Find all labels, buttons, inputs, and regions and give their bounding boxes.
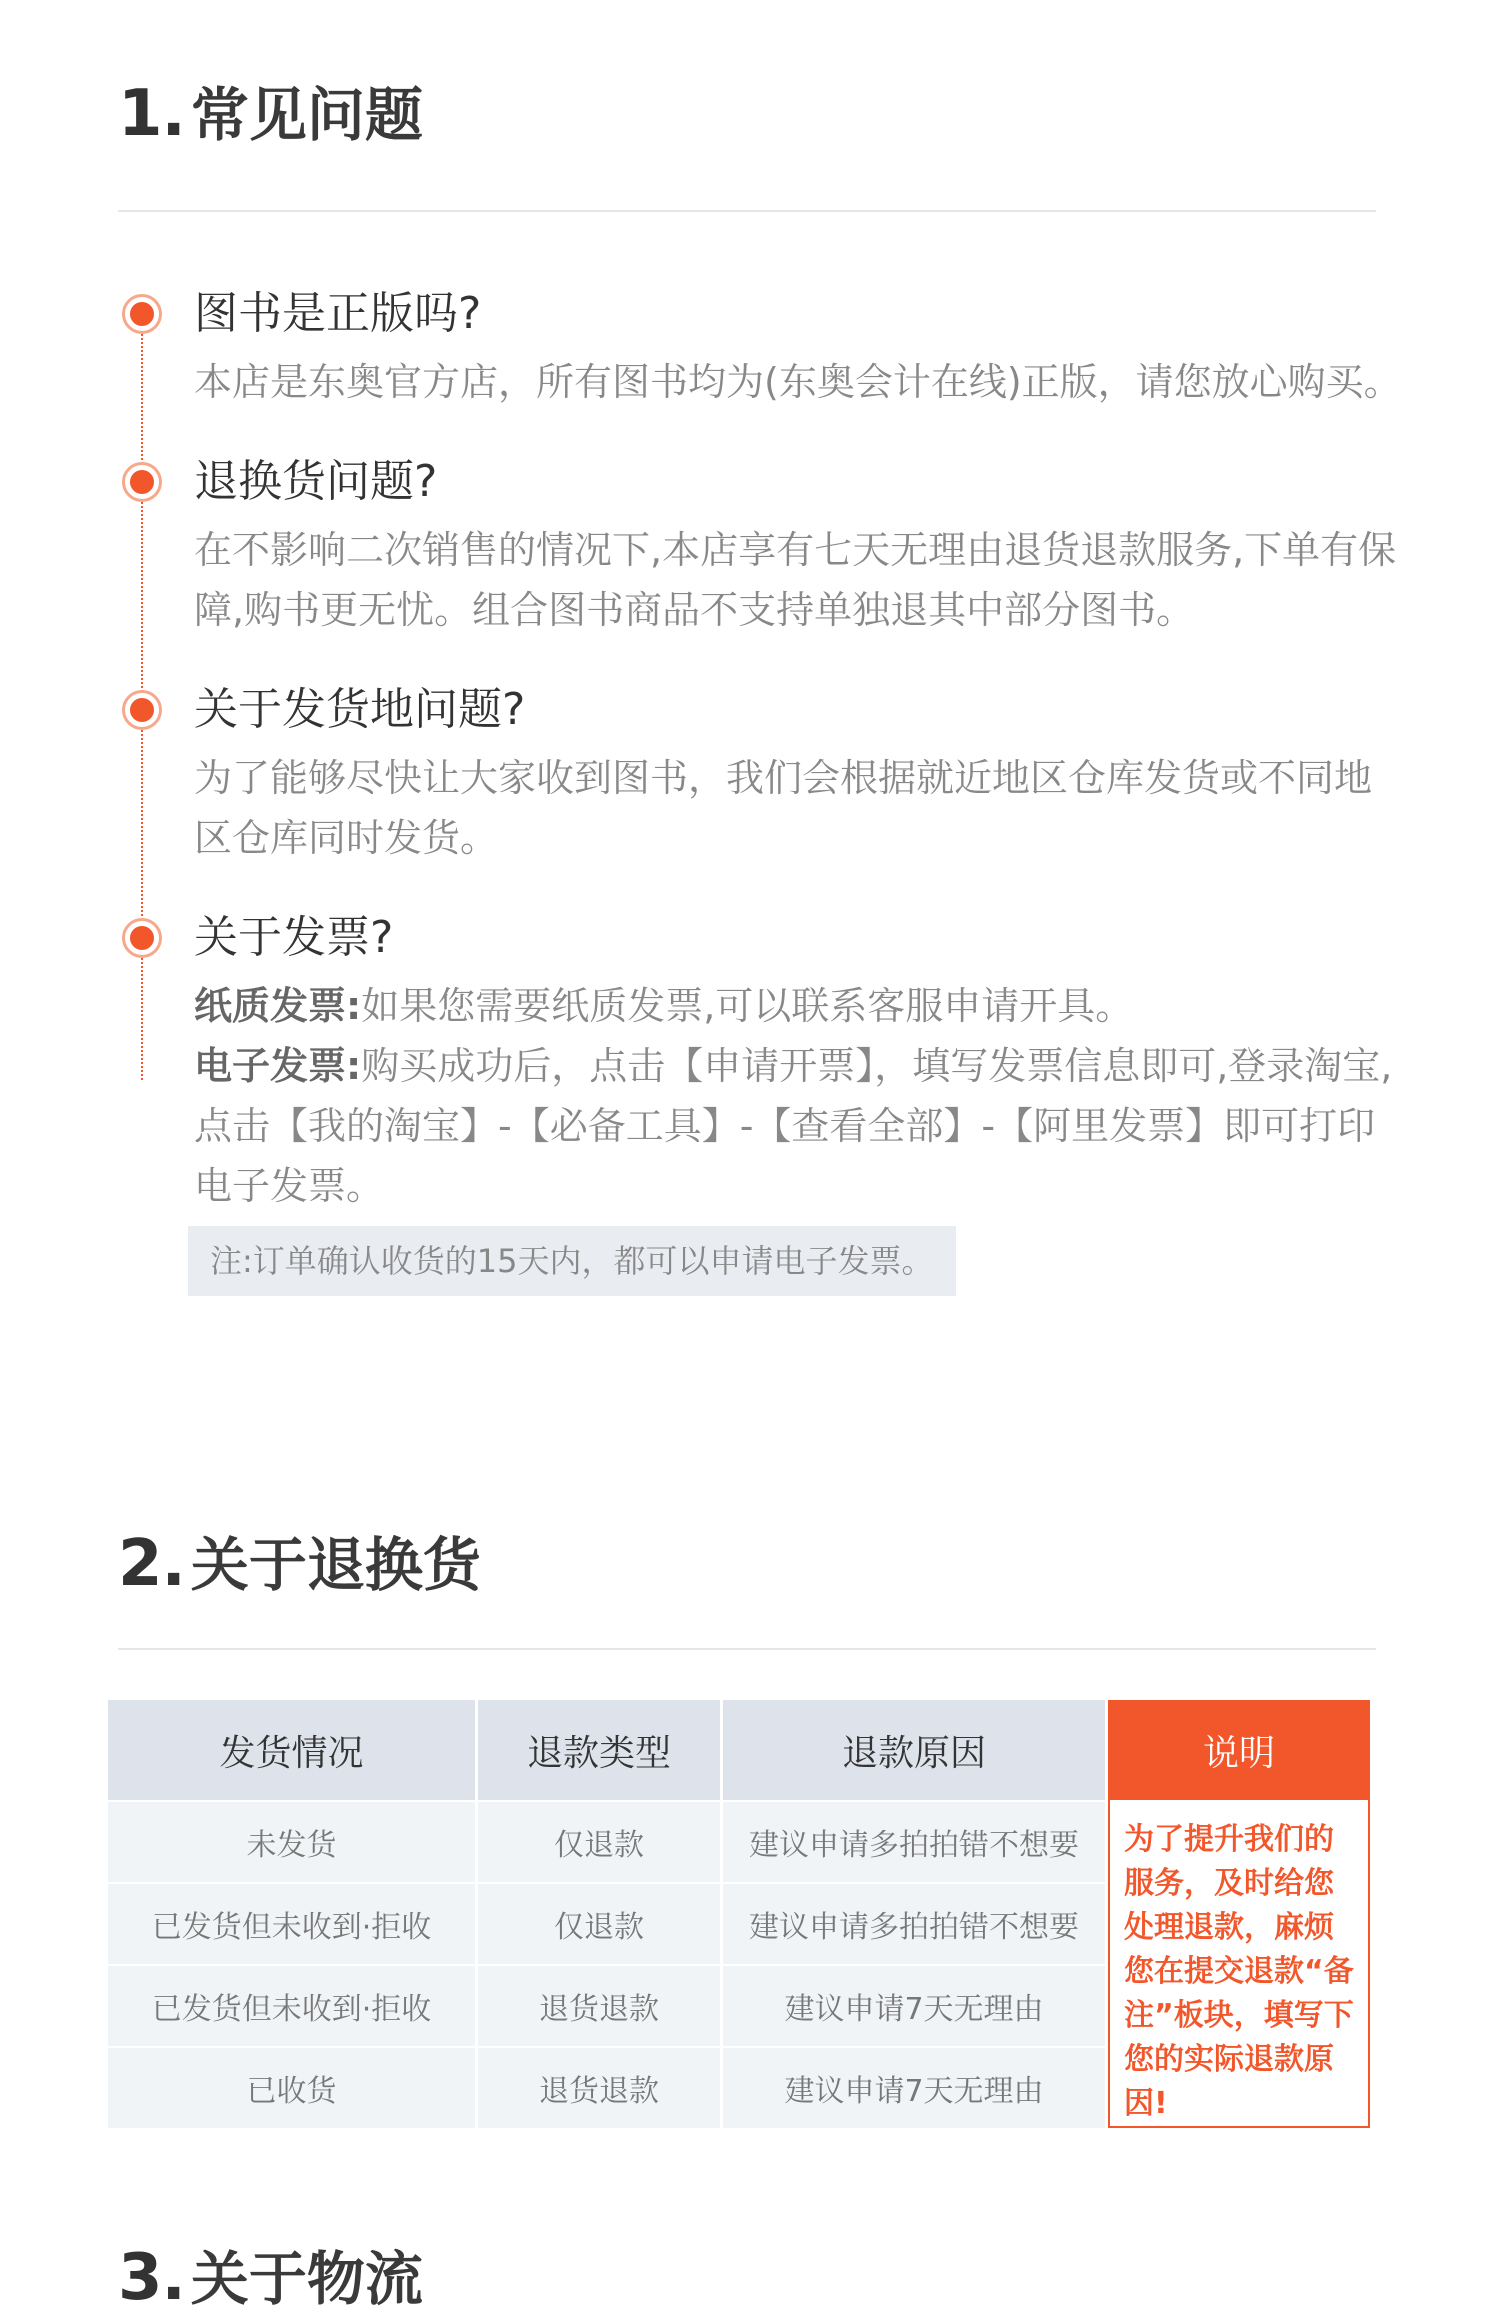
table-row [108,1800,1370,1882]
e-invoice-text: 购买成功后，点击【申请开票】，填写发票信息即可,登录淘宝,点击【我的淘宝】-【必备工具】-【查看全部】-【阿里发票】即可打印电子发票。 [194,1044,1393,1208]
section-title: 关于物流 [190,2245,423,2313]
paper-invoice-text: 如果您需要纸质发票,可以联系客服申请开具。 [361,984,1134,1028]
cell-refund-reason: 建议申请7天无理由 [723,1964,1108,2046]
bullet-dot-icon [122,918,162,958]
cell-refund-type: 仅退款 [478,1800,723,1882]
faq-answer: 在不影响二次销售的情况下,本店享有七天无理由退货退款服务,下单有保障,购书更无忧。组合图书商品不支持单独退其中部分图书。 [194,528,1397,632]
section-number: 3. [118,2241,185,2315]
cell-refund-reason: 建议申请7天无理由 [723,2046,1108,2128]
header-shipping-status: 发货情况 [108,1700,478,1800]
refund-note: 为了提升我们的服务，及时给您处理退款，麻烦您在提交退款“备注”板块，填写下您的实际退款原因! [1108,1800,1370,2128]
cell-shipping-status: 已收货 [108,2046,478,2128]
e-invoice-label: 电子发票: [194,1044,362,1088]
section-title: 常见问题 [190,81,423,149]
cell-refund-type: 仅退款 [478,1882,723,1964]
bullet-dot-icon [122,690,162,730]
faq-item [118,454,1408,640]
paper-invoice-label: 纸质发票: [194,984,362,1028]
section-number: 1. [118,77,185,151]
header-refund-type: 退款类型 [478,1700,723,1800]
faq-answer: 为了能够尽快让大家收到图书，我们会根据就近地区仓库发货或不同地区仓库同时发货。 [194,756,1373,860]
faq-question: 关于发货地问题? [194,684,526,735]
divider [118,210,1376,212]
cell-shipping-status: 已发货但未收到·拒收 [108,1964,478,2046]
faq-answer: 本店是东奥官方店，所有图书均为(东奥会计在线)正版，请您放心购买。 [194,360,1402,404]
faq-question: 图书是正版吗? [194,288,482,339]
cell-shipping-status: 已发货但未收到·拒收 [108,1882,478,1964]
invoice-note: 注:订单确认收货的15天内，都可以申请电子发票。 [188,1226,956,1296]
bullet-dot-icon [122,462,162,502]
bullet-dot-icon [122,294,162,334]
faq-item [118,286,1408,412]
cell-refund-reason: 建议申请多拍拍错不想要 [723,1800,1108,1882]
section-1-heading [118,68,423,152]
faq-answer [194,976,1408,1216]
faq-question: 退换货问题? [194,456,438,507]
faq-item [118,910,1408,1296]
section-number: 2. [118,1527,185,1601]
section-2-heading [118,1518,481,1602]
faq-question: 关于发票? [194,912,394,963]
table-header-row [108,1700,1370,1800]
header-note: 说明 [1108,1700,1370,1800]
header-refund-reason: 退款原因 [723,1700,1108,1800]
faq-item [118,682,1408,868]
cell-refund-type: 退货退款 [478,1964,723,2046]
refund-table [108,1700,1370,2128]
faq-list [118,286,1408,1296]
divider [118,1648,1376,1650]
cell-shipping-status: 未发货 [108,1800,478,1882]
section-title: 关于退换货 [190,1531,481,1599]
cell-refund-type: 退货退款 [478,2046,723,2128]
cell-refund-reason: 建议申请多拍拍错不想要 [723,1882,1108,1964]
section-3-heading [118,2232,423,2316]
